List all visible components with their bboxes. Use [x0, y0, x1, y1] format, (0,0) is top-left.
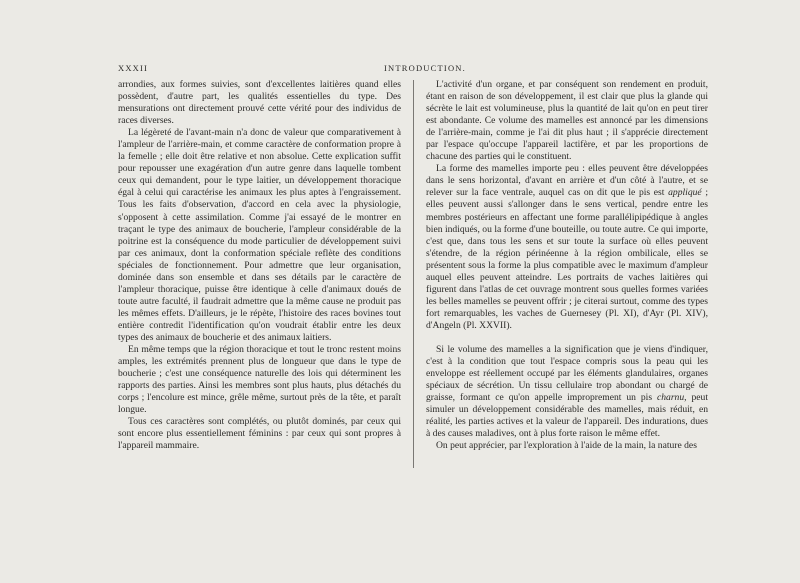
- page-number: XXXII: [118, 63, 149, 73]
- column-divider: [413, 80, 414, 468]
- paragraph: On peut apprécier, par l'exploration à l'aide de la main, la nature des: [436, 440, 697, 452]
- right-column: [426, 79, 708, 452]
- text-run: Si le volume des mamelles a la signification que je viens d'indiquer, c'est à la condition que tout l'espace compris sous la peau qui les enveloppe est réellement occupé par les éléments glandulaires, organes spéciaux de sécrétion. Un tissu cellulaire trop abondant ou chargé de graisse, formant ce qu'on appelle improprement un pis: [426, 343, 708, 404]
- paragraph: [426, 344, 708, 440]
- italic-term: charnu: [656, 392, 685, 404]
- running-title: INTRODUCTION.: [384, 63, 466, 73]
- italic-term: appliqué: [668, 187, 702, 199]
- paragraph-gap: [426, 332, 708, 344]
- text-run: La forme des mamelles importe peu : elles peuvent être développées dans le sens horizontal, d'avant en arrière et d'un côté à l'autre, et se relever sur la face ventrale, auquel cas on dit que le pis est: [426, 163, 708, 199]
- page-header: [118, 63, 708, 75]
- paragraph: La légèreté de l'avant-main n'a donc de valeur que comparativement à l'ampleur de l'arrière-main, et comme caractère de conformation propre à la femelle ; elle doit être relative et non absolue. Cette explication suffit pour repousser une exagération d'un autre genre dans laquelle tombent ceux qui demandent, pour le type laitier, un développement thoracique égal à celui qui caractérise les animaux les plus aptes à l'engraissement. Tous les faits d'observation, d'accord en cela avec la physiologie, s'opposent à cette assimilation. Comme j'ai essayé de le montrer en traçant le type des animaux de boucherie, l'ampleur considérable de la poitrine est la conséquence du mode particulier de développement suivi par ces animaux, dont la conformation spéciale reflète des conditions spéciales de fonctionnement. Pour admettre que leur organisation, dominée dans son ensemble et dans ses détails par le caractère de l'ampleur thoracique, puisse être identique à celle d'animaux doués de toute autre faculté, il faudrait admettre que la même cause ne produit pas les mêmes effets. D'ailleurs, je le répète, l'histoire des races bovines tout entière contredit l'identification qu'on voudrait établir entre les deux types des animaux de boucherie et des animaux laitiers.: [118, 127, 401, 343]
- text-run: ; elles peuvent aussi s'allonger dans le sens vertical, pendre entre les membres postérieurs en affectant une forme parallélipipédique à angles bien indiqués, ou la forme d'une bouteille, ou toute autre. Ce qui importe, c'est que, dans tous les sens et sur toute la surface où elles peuvent s'étendre, de la région périnéenne à la région ombilicale, elles se présentent sous la forme la plus compatible avec le maximum d'ampleur auquel elles peuvent atteindre. Les portraits de vaches laitières qui figurent dans l'atlas de cet ouvrage montrent sous quelles formes variées les belles mamelles se peuvent offrir ; je citerai surtout, comme des types fort remarquables, les vaches de Guernesey (Pl. XI), d'Ayr (Pl. XIV), d'Angeln (Pl. XXVII).: [426, 187, 708, 331]
- paragraph: L'activité d'un organe, et par conséquent son rendement en produit, étant en raison de son développement, il est clair que plus la glande qui sécrète le lait est volumineuse, plus la quantité de lait qu'on en peut tirer est abondante. Ce volume des mamelles est annoncé par les dimensions de l'arrière-main, comme je l'ai dit plus haut ; il s'apprécie directement par l'espace qu'occupe l'appareil lactifère, et par les proportions de chacune des parties qui le constituent.: [426, 79, 708, 163]
- paragraph: arrondies, aux formes suivies, sont d'excellentes laitières quand elles possèdent, d'autre part, les qualités essentielles du type. Des mensurations ont directement prouvé cette vérité pour des individus de races diverses.: [118, 79, 401, 127]
- paragraph: En même temps que la région thoracique et tout le tronc restent moins amples, les extrémités prennent plus de longueur que dans le type de boucherie ; c'est une conséquence naturelle des lois qui déterminent les rapports des parties. Ainsi les membres sont plus hauts, plus détachés du corps ; l'encolure est mince, grêle même, surtout près de la tête, et paraît longue.: [118, 344, 401, 416]
- text-run: , peut simuler un développement considérable des mamelles, mais réduit, en réalité, les parties actives et la valeur de l'appareil. Des indurations, dues à des causes maladives, ont à plus forte raison le même effet.: [426, 392, 708, 440]
- paragraph: Tous ces caractères sont complétés, ou plutôt dominés, par ceux qui sont encore plus essentiellement féminins : par ceux qui sont propres à l'appareil mammaire.: [118, 416, 401, 452]
- paragraph: [426, 163, 708, 332]
- left-column: [118, 79, 401, 452]
